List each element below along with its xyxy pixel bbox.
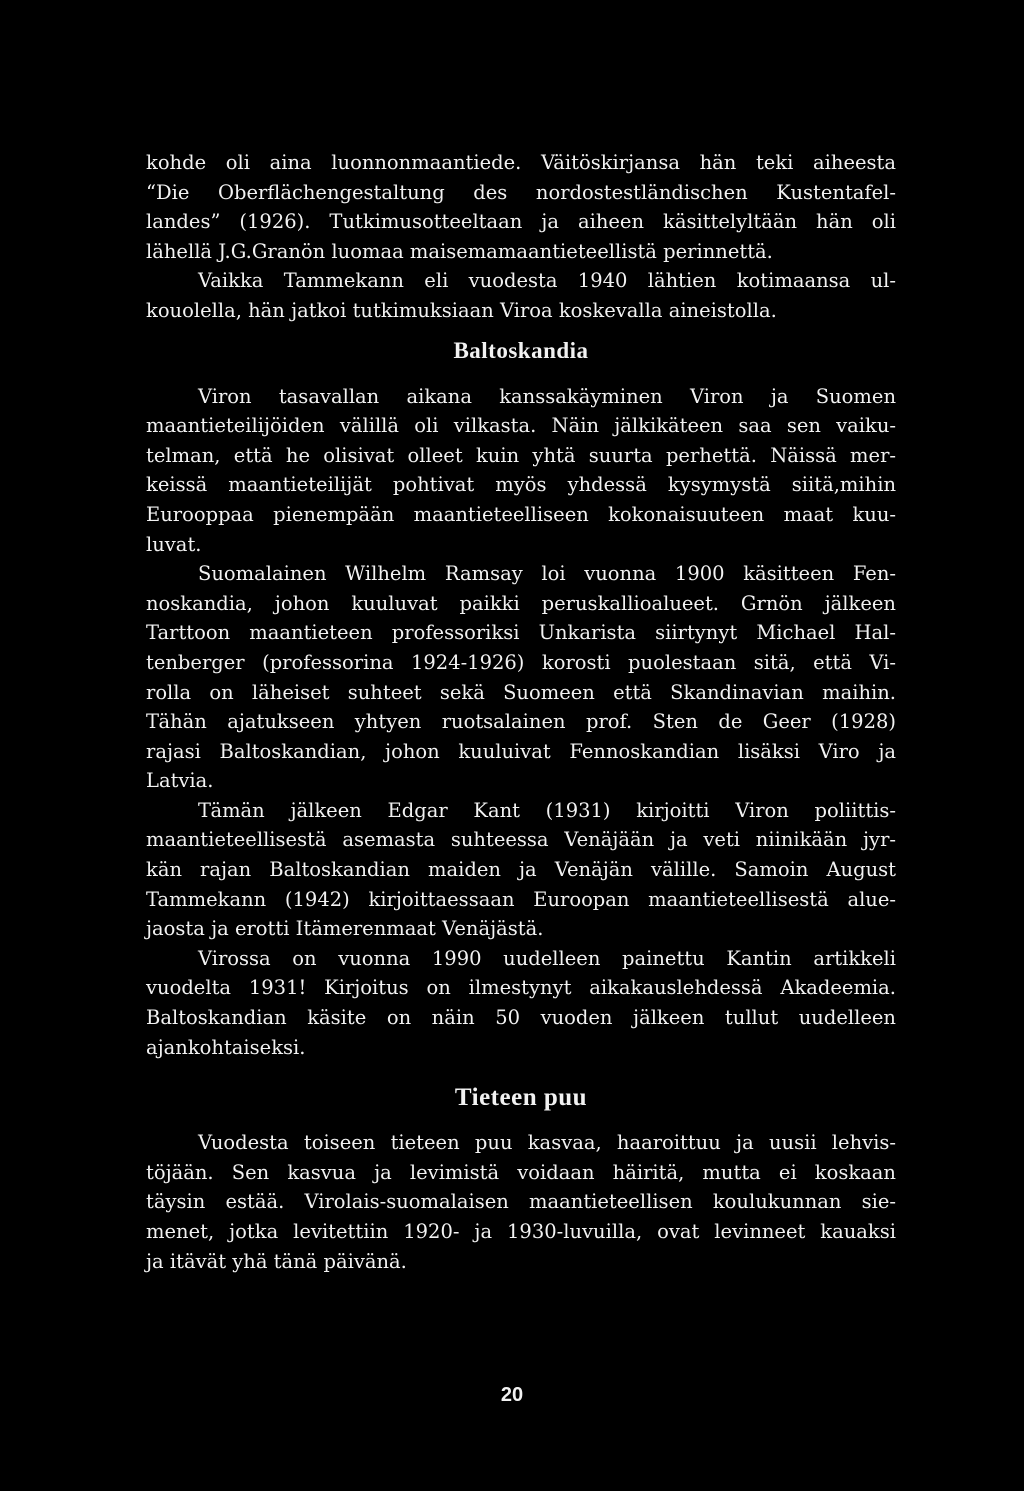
- paragraph-tree-of-science: [146, 1128, 896, 1276]
- paragraph-kant: [146, 796, 896, 944]
- text-line: jaosta ja erotti Itämerenmaat Venäjästä.: [146, 917, 544, 941]
- text-line: luvat.: [146, 532, 202, 556]
- text-line: [146, 1128, 896, 1158]
- text-line-content: Suomalainen Wilhelm Ramsay loi vuonna 1900 käsitteen Fen-: [198, 562, 896, 586]
- text-line: landes” (1926). Tutkimusotteeltaan ja aiheen käsittelyltään hän oli: [146, 210, 896, 234]
- text-line: Eurooppaa pienempään maantieteelliseen kokonaisuuteen maat kuu-: [146, 502, 896, 526]
- text-line: Tarttoon maantieteen professoriksi Unkarista siirtynyt Michael Hal-: [146, 621, 896, 645]
- paragraph-tammekann: [146, 266, 896, 325]
- text-line: Tähän ajatukseen yhtyen ruotsalainen prof. Sten de Geer (1928): [146, 710, 896, 734]
- text-line: Latvia.: [146, 769, 214, 793]
- paragraph-intro-continuation: [146, 148, 896, 266]
- text-line: [146, 266, 896, 296]
- text-line: maantieteellisestä asemasta suhteessa Venäjään ja veti niinikään jyr-: [146, 828, 896, 852]
- page-number: 20: [500, 1384, 524, 1406]
- text-line: Baltoskandian käsite on näin 50 vuoden jälkeen tullut uudelleen: [146, 1006, 896, 1030]
- text-line-content: Vuodesta toiseen tieteen puu kasvaa, haaroittuu ja uusii lehvis-: [198, 1131, 896, 1155]
- text-line: telman, että he olisivat olleet kuin yhtä suurta perhettä. Näissä mer-: [146, 443, 896, 467]
- text-line: [146, 796, 896, 826]
- text-line: kouolella, hän jatkoi tutkimuksiaan Viroa koskevalla aineistolla.: [146, 298, 777, 322]
- text-line: lähellä J.G.Granön luomaa maisemamaantieteellistä perinnettä.: [146, 239, 773, 263]
- text-line: ajankohtaiseksi.: [146, 1035, 306, 1059]
- text-line: vuodelta 1931! Kirjoitus on ilmestynyt aikakauslehdessä Akadeemia.: [146, 976, 896, 1000]
- text-line-content: Vaikka Tammekann eli vuodesta 1940 lähtien kotimaansa ul-: [198, 269, 896, 293]
- text-line: [146, 559, 896, 589]
- text-line: “Die Oberflächengestaltung des nordostestländischen Kustentafel-: [146, 180, 896, 204]
- paragraph-fennoskandia: [146, 559, 896, 796]
- page-body: [146, 148, 896, 1276]
- section-heading-tieteen-puu: Tieteen puu: [454, 1084, 588, 1112]
- text-line: töjään. Sen kasvua ja levimistä voidaan häiritä, mutta ei koskaan: [146, 1160, 896, 1184]
- paragraph-akadeemia: [146, 944, 896, 1062]
- section-heading-baltoskandia: Baltoskandia: [453, 337, 589, 363]
- text-line: [146, 944, 896, 974]
- text-line: täysin estää. Virolais-suomalaisen maantieteellisen koulukunnan sie-: [146, 1190, 896, 1214]
- text-line: [146, 382, 896, 412]
- text-line-content: Tämän jälkeen Edgar Kant (1931) kirjoitti Viron poliittis-: [198, 798, 896, 822]
- text-line: rolla on läheiset suhteet sekä Suomeen että Skandinavian maihin.: [146, 680, 896, 704]
- text-line-content: Virossa on vuonna 1990 uudelleen painettu Kantin artikkeli: [198, 946, 896, 970]
- text-line: Tammekann (1942) kirjoittaessaan Euroopan maantieteellisestä alue-: [146, 887, 896, 911]
- text-line: kän rajan Baltoskandian maiden ja Venäjän välille. Samoin August: [146, 858, 896, 882]
- text-line-content: Viron tasavallan aikana kanssakäyminen Viron ja Suomen: [198, 384, 896, 408]
- text-line: maantieteilijöiden välillä oli vilkasta. Näin jälkikäteen saa sen vaiku-: [146, 414, 896, 438]
- text-line: rajasi Baltoskandian, johon kuuluivat Fennoskandian lisäksi Viro ja: [146, 739, 896, 763]
- paragraph-cooperation: [146, 382, 896, 560]
- text-line: menet, jotka levitettiin 1920- ja 1930-luvuilla, ovat levinneet kauaksi: [146, 1220, 896, 1243]
- text-line: ja itävät yhä tänä päivänä.: [146, 1249, 407, 1273]
- text-line: keissä maantieteilijät pohtivat myös yhdessä kysymystä siitä,mihin: [146, 473, 896, 497]
- text-line: tenberger (professorina 1924-1926) korosti puolestaan sitä, että Vi-: [146, 650, 896, 674]
- text-line: kohde oli aina luonnonmaantiede. Väitöskirjansa hän teki aiheesta: [146, 151, 896, 174]
- text-line: noskandia, johon kuuluvat paikki peruskallioalueet. Grnön jälkeen: [146, 591, 896, 615]
